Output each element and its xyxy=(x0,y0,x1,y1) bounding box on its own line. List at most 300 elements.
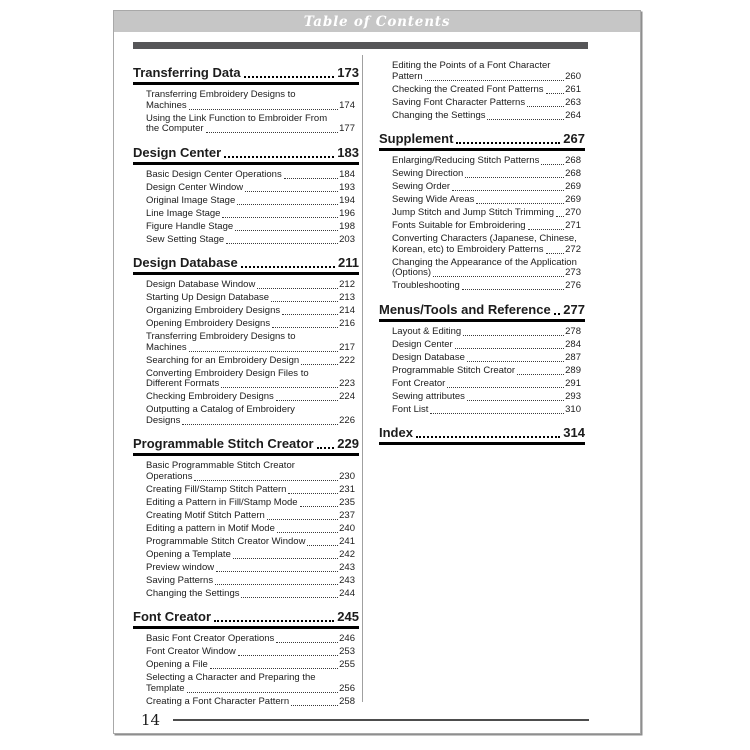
leader-dots xyxy=(206,132,339,133)
entry-page-number: 289 xyxy=(565,364,581,376)
leader-dots xyxy=(556,216,564,217)
toc-entry[interactable] xyxy=(146,511,355,522)
entry-leader-row xyxy=(392,208,581,219)
entry-title-line: Programmable Stitch Creator xyxy=(392,364,516,376)
section-entries xyxy=(379,156,585,292)
entry-leader-row xyxy=(146,647,355,658)
section-entries xyxy=(133,280,359,426)
leader-dots xyxy=(187,692,339,693)
entry-leader-row xyxy=(146,280,355,291)
entry-title-line: Sewing Direction xyxy=(392,168,464,179)
toc-section xyxy=(379,425,585,445)
section-title: Supplement xyxy=(379,131,454,146)
entry-leader-row xyxy=(146,124,355,135)
toc-entry[interactable] xyxy=(146,170,355,181)
entry-title-line: Checking the Created Font Patterns xyxy=(392,83,544,95)
toc-entry[interactable] xyxy=(146,576,355,587)
toc-entry[interactable] xyxy=(146,222,355,233)
entry-title-line: Transferring Embroidery Designs to xyxy=(146,89,296,100)
entry-leader-row xyxy=(392,327,581,338)
entry-page-number: 241 xyxy=(339,535,355,547)
entry-title-line: Organizing Embroidery Designs xyxy=(146,305,281,316)
toc-entry[interactable] xyxy=(146,537,355,548)
toc-entry[interactable] xyxy=(146,589,355,600)
entry-title-line: Creating Motif Stitch Pattern xyxy=(146,509,265,521)
toc-section-heading[interactable] xyxy=(133,609,359,625)
entry-leader-row xyxy=(392,195,581,206)
entry-title-line: Converting Embroidery Design Files to xyxy=(146,367,309,379)
entry-title-line: Enlarging/Reducing Stitch Patterns xyxy=(392,155,540,166)
entry-leader-row xyxy=(146,293,355,304)
toc-column-right xyxy=(379,55,585,710)
entry-title-line: Editing the Points of a Font Character xyxy=(392,60,551,71)
toc-entry[interactable] xyxy=(146,673,355,694)
entry-title-line: Font Creator xyxy=(392,377,446,389)
toc-entry[interactable] xyxy=(392,327,581,338)
toc-section-heading[interactable] xyxy=(133,145,359,161)
toc-entry[interactable] xyxy=(392,195,581,206)
entry-leader-row xyxy=(146,101,355,112)
section-title: Font Creator xyxy=(133,609,211,624)
section-page-number: 267 xyxy=(563,131,585,146)
leader-dots xyxy=(541,164,564,165)
leader-dots xyxy=(433,276,564,277)
toc-entry[interactable] xyxy=(392,85,581,96)
entry-leader-row xyxy=(146,634,355,645)
entry-title-line: (Options) xyxy=(392,267,432,278)
leader-dots xyxy=(276,642,338,643)
entry-page-number: 271 xyxy=(565,220,581,231)
section-underline xyxy=(379,319,585,322)
entry-leader-row xyxy=(146,343,355,354)
entry-leader-row xyxy=(146,472,355,483)
entry-leader-row xyxy=(146,589,355,600)
entry-title-line: Operations xyxy=(146,470,193,482)
leader-dots xyxy=(221,387,338,388)
toc-entry[interactable] xyxy=(146,485,355,496)
section-title: Design Database xyxy=(133,255,238,270)
entry-title-line: Basic Design Center Operations xyxy=(146,168,282,180)
toc-section xyxy=(133,255,359,426)
leader-dots xyxy=(216,571,338,572)
entry-page-number: 276 xyxy=(565,280,581,291)
toc-entry[interactable] xyxy=(146,280,355,291)
leader-dots xyxy=(528,229,565,230)
toc-entry[interactable] xyxy=(392,379,581,390)
entry-page-number: 284 xyxy=(565,338,581,350)
section-title: Transferring Data xyxy=(133,65,241,80)
leader-dots xyxy=(430,413,564,414)
entry-page-number: 242 xyxy=(339,548,355,560)
toc-entry[interactable] xyxy=(392,234,581,255)
toc-content xyxy=(114,49,640,710)
toc-entry[interactable] xyxy=(146,293,355,304)
entry-page-number: 270 xyxy=(565,207,581,218)
page-footer xyxy=(141,712,589,728)
entry-leader-row xyxy=(392,182,581,193)
entry-title-line: Design Center xyxy=(392,338,453,350)
toc-entry[interactable] xyxy=(146,392,355,403)
entry-leader-row xyxy=(392,340,581,351)
toc-entry[interactable] xyxy=(392,111,581,122)
entry-title-line: Line Image Stage xyxy=(146,207,221,219)
toc-section-heading[interactable] xyxy=(379,131,585,147)
toc-entry[interactable] xyxy=(146,90,355,111)
entry-leader-row xyxy=(392,281,581,292)
toc-entry[interactable] xyxy=(146,356,355,367)
section-underline xyxy=(133,626,359,629)
page-header-bar xyxy=(114,11,640,32)
leader-dots xyxy=(271,301,338,302)
entry-page-number: 216 xyxy=(339,318,355,329)
entry-page-number: 244 xyxy=(339,587,355,599)
toc-entry[interactable] xyxy=(392,353,581,364)
entry-leader-row xyxy=(392,268,581,279)
entry-title-line: Machines xyxy=(146,341,187,353)
leader-dots xyxy=(238,655,338,656)
entry-title-line: Basic Programmable Stitch Creator xyxy=(146,460,295,471)
section-page-number: 183 xyxy=(337,144,359,160)
section-page-number: 211 xyxy=(338,255,359,270)
entry-title-line: Changing the Settings xyxy=(392,109,486,121)
leader-dots xyxy=(277,532,338,533)
leader-dots xyxy=(235,230,338,231)
entry-title-line: Programmable Stitch Creator Window xyxy=(146,535,306,547)
entry-leader-row xyxy=(392,169,581,180)
toc-entry[interactable] xyxy=(146,306,355,317)
entry-title-line: Design Database xyxy=(392,351,465,363)
leader-dots xyxy=(554,313,561,315)
leader-dots xyxy=(307,545,338,546)
leader-dots xyxy=(237,204,338,205)
leader-dots xyxy=(189,351,338,352)
leader-dots xyxy=(447,387,564,388)
entry-leader-row xyxy=(146,576,355,587)
entry-page-number: 243 xyxy=(339,574,355,586)
entry-page-number: 255 xyxy=(339,659,355,670)
entry-title-line: Opening a File xyxy=(146,659,208,670)
toc-section-heading[interactable] xyxy=(379,425,585,441)
entry-leader-row xyxy=(146,660,355,671)
entry-leader-row xyxy=(146,684,355,695)
entry-title-line: Selecting a Character and Preparing the xyxy=(146,672,316,683)
entry-title-line: Outputting a Catalog of Embroidery xyxy=(146,404,295,415)
entry-title-line: Template xyxy=(146,682,185,694)
toc-entry[interactable] xyxy=(146,235,355,246)
toc-entry[interactable] xyxy=(392,169,581,180)
entry-page-number: 243 xyxy=(339,561,355,573)
toc-entry[interactable] xyxy=(146,524,355,535)
entry-leader-row xyxy=(392,392,581,403)
entry-leader-row xyxy=(392,111,581,122)
leader-dots xyxy=(222,217,338,218)
entry-title-line: Sewing attributes xyxy=(392,390,465,402)
leader-dots xyxy=(241,266,335,268)
toc-entry[interactable] xyxy=(146,332,355,353)
toc-entry[interactable] xyxy=(392,258,581,279)
entry-page-number: 258 xyxy=(339,695,355,707)
toc-section xyxy=(379,131,585,292)
leader-dots xyxy=(456,142,560,144)
entry-title-line: Korean, etc) to Embroidery Patterns xyxy=(392,243,544,255)
entry-leader-row xyxy=(392,405,581,416)
leader-dots xyxy=(527,106,564,107)
entry-title-line: Transferring Embroidery Designs to xyxy=(146,331,296,342)
entry-title-line: Checking Embroidery Designs xyxy=(146,391,274,402)
leader-dots xyxy=(487,119,564,120)
entry-title-line: Editing a pattern in Motif Mode xyxy=(146,522,275,534)
entry-title-line: Converting Characters (Japanese, Chinese, xyxy=(392,233,577,244)
entry-title-line: Pattern xyxy=(392,70,423,82)
entry-page-number: 268 xyxy=(565,155,581,166)
toc-section-heading[interactable] xyxy=(133,65,359,81)
entry-leader-row xyxy=(146,222,355,233)
entry-leader-row xyxy=(146,524,355,535)
leader-dots xyxy=(291,705,338,706)
entry-title-line: Creating a Font Character Pattern xyxy=(146,695,290,707)
section-page-number: 277 xyxy=(563,301,585,317)
entry-page-number: 237 xyxy=(339,509,355,521)
leader-dots xyxy=(272,327,338,328)
entry-title-line: Creating Fill/Stamp Stitch Pattern xyxy=(146,483,287,495)
entry-title-line: Font List xyxy=(392,403,429,415)
toc-entry[interactable] xyxy=(392,366,581,377)
toc-section xyxy=(133,436,359,599)
entry-leader-row xyxy=(146,485,355,496)
leader-dots xyxy=(467,400,564,401)
entry-title-line: Different Formats xyxy=(146,378,220,389)
leader-dots xyxy=(467,361,564,362)
entry-leader-row xyxy=(392,366,581,377)
entry-page-number: 272 xyxy=(565,243,581,255)
entry-leader-row xyxy=(146,392,355,403)
column-divider xyxy=(362,55,363,702)
entry-page-number: 310 xyxy=(565,403,581,415)
entry-page-number: 240 xyxy=(339,522,355,534)
leader-dots xyxy=(425,80,565,81)
toc-entry[interactable] xyxy=(146,634,355,645)
leader-dots xyxy=(416,436,560,438)
leader-dots xyxy=(300,506,339,507)
entry-page-number: 224 xyxy=(339,391,355,402)
entry-leader-row xyxy=(146,196,355,207)
entry-page-number: 264 xyxy=(565,109,581,121)
entry-leader-row xyxy=(146,379,355,390)
entry-page-number: 256 xyxy=(339,682,355,694)
section-page-number: 245 xyxy=(337,609,359,624)
entry-page-number: 260 xyxy=(565,70,581,82)
entry-title-line: Designs xyxy=(146,414,181,426)
section-title: Design Center xyxy=(133,144,222,160)
toc-entry[interactable] xyxy=(146,697,355,708)
entry-title-line: Editing a Pattern in Fill/Stamp Mode xyxy=(146,496,298,508)
entry-leader-row xyxy=(146,235,355,246)
section-entries xyxy=(379,61,585,121)
entry-leader-row xyxy=(392,156,581,167)
toc-entry[interactable] xyxy=(392,405,581,416)
leader-dots xyxy=(276,400,338,401)
entry-leader-row xyxy=(146,511,355,522)
entry-page-number: 174 xyxy=(339,99,355,111)
toc-entry[interactable] xyxy=(392,392,581,403)
header-divider-bar xyxy=(133,42,588,49)
toc-section xyxy=(133,609,359,707)
leader-dots xyxy=(465,177,564,178)
toc-entry[interactable] xyxy=(392,156,581,167)
entry-page-number: 214 xyxy=(339,305,355,316)
toc-section xyxy=(379,61,585,121)
entry-leader-row xyxy=(146,416,355,427)
section-underline xyxy=(133,272,359,275)
toc-entry[interactable] xyxy=(146,550,355,561)
leader-dots xyxy=(288,493,338,494)
entry-page-number: 293 xyxy=(565,390,581,402)
leader-dots xyxy=(462,289,564,290)
toc-entry[interactable] xyxy=(392,208,581,219)
entry-page-number: 193 xyxy=(339,181,355,193)
section-entries xyxy=(133,170,359,246)
entry-page-number: 196 xyxy=(339,207,355,219)
entry-page-number: 212 xyxy=(339,279,355,290)
entry-leader-row xyxy=(392,85,581,96)
leader-dots xyxy=(210,668,338,669)
toc-entry[interactable] xyxy=(146,319,355,330)
leader-dots xyxy=(546,253,565,254)
entry-title-line: Troubleshooting xyxy=(392,280,460,291)
leader-dots xyxy=(245,191,338,192)
entry-title-line: Basic Font Creator Operations xyxy=(146,633,275,644)
entry-title-line: Sew Setting Stage xyxy=(146,233,225,245)
leader-dots xyxy=(194,480,338,481)
entry-title-line: the Computer xyxy=(146,123,204,134)
entry-page-number: 235 xyxy=(339,496,355,508)
toc-entry[interactable] xyxy=(146,405,355,426)
toc-entry[interactable] xyxy=(146,660,355,671)
entry-page-number: 217 xyxy=(339,341,355,353)
leader-dots xyxy=(452,190,564,191)
entry-page-number: 253 xyxy=(339,646,355,657)
toc-entry[interactable] xyxy=(146,647,355,658)
entry-page-number: 222 xyxy=(339,354,355,366)
toc-column-left xyxy=(133,55,359,710)
section-entries xyxy=(133,461,359,599)
entry-title-line: Original Image Stage xyxy=(146,194,236,206)
toc-entry[interactable] xyxy=(146,461,355,482)
toc-entry[interactable] xyxy=(146,369,355,390)
entry-leader-row xyxy=(392,98,581,109)
toc-section-heading[interactable] xyxy=(379,302,585,318)
section-underline xyxy=(133,162,359,165)
leader-dots xyxy=(282,314,338,315)
section-entries xyxy=(133,634,359,707)
entry-page-number: 203 xyxy=(339,233,355,245)
entry-page-number: 269 xyxy=(565,181,581,192)
section-page-number: 314 xyxy=(563,425,585,440)
toc-entry[interactable] xyxy=(392,281,581,292)
leader-dots xyxy=(214,620,334,622)
leader-dots xyxy=(267,519,338,520)
toc-section-heading[interactable] xyxy=(133,436,359,452)
toc-entry[interactable] xyxy=(392,221,581,232)
toc-entry[interactable] xyxy=(392,61,581,82)
leader-dots xyxy=(224,156,334,158)
entry-leader-row xyxy=(392,353,581,364)
toc-entry[interactable] xyxy=(392,98,581,109)
entry-page-number: 223 xyxy=(339,378,355,389)
entry-leader-row xyxy=(146,183,355,194)
leader-dots xyxy=(476,203,564,204)
entry-page-number: 177 xyxy=(339,123,355,134)
section-underline xyxy=(133,82,359,85)
leader-dots xyxy=(284,178,338,179)
toc-entry[interactable] xyxy=(146,563,355,574)
entry-leader-row xyxy=(392,245,581,256)
entry-title-line: Jump Stitch and Jump Stitch Trimming xyxy=(392,207,555,218)
leader-dots xyxy=(546,93,565,94)
leader-dots xyxy=(189,109,338,110)
entry-title-line: Layout & Editing xyxy=(392,325,462,337)
leader-dots xyxy=(182,424,338,425)
entry-page-number: 273 xyxy=(565,267,581,278)
section-title: Programmable Stitch Creator xyxy=(133,436,314,451)
entry-leader-row xyxy=(146,356,355,367)
entry-title-line: Opening a Template xyxy=(146,548,231,560)
toc-entry[interactable] xyxy=(146,196,355,207)
footer-rule xyxy=(173,719,589,721)
entry-leader-row xyxy=(392,379,581,390)
leader-dots xyxy=(226,243,338,244)
toc-section-heading[interactable] xyxy=(133,255,359,271)
entry-title-line: Design Center Window xyxy=(146,181,244,193)
entry-title-line: Searching for an Embroidery Design xyxy=(146,354,300,366)
leader-dots xyxy=(301,364,338,365)
entry-title-line: Machines xyxy=(146,99,187,111)
entry-title-line: Changing the Appearance of the Application xyxy=(392,256,577,268)
section-entries xyxy=(133,90,359,135)
toc-entry[interactable] xyxy=(146,183,355,194)
entry-page-number: 291 xyxy=(565,377,581,389)
entry-page-number: 198 xyxy=(339,220,355,232)
entry-page-number: 278 xyxy=(565,325,581,337)
entry-title-line: Design Database Window xyxy=(146,279,256,290)
entry-leader-row xyxy=(392,221,581,232)
section-page-number: 173 xyxy=(337,65,359,80)
page-title: Table of Contents xyxy=(303,13,451,30)
toc-entry[interactable] xyxy=(146,498,355,509)
toc-entry[interactable] xyxy=(392,340,581,351)
entry-title-line: Opening Embroidery Designs xyxy=(146,318,271,329)
leader-dots xyxy=(317,447,335,449)
toc-section xyxy=(379,302,585,416)
toc-entry[interactable] xyxy=(146,209,355,220)
entry-page-number: 268 xyxy=(565,168,581,179)
leader-dots xyxy=(517,374,564,375)
entry-leader-row xyxy=(146,563,355,574)
section-underline xyxy=(133,453,359,456)
entry-title-line: Figure Handle Stage xyxy=(146,220,234,232)
toc-entry[interactable] xyxy=(392,182,581,193)
entry-title-line: Using the Link Function to Embroider From xyxy=(146,112,328,124)
page-number: 14 xyxy=(141,711,161,729)
entry-leader-row xyxy=(146,170,355,181)
entry-page-number: 269 xyxy=(565,194,581,205)
entry-leader-row xyxy=(146,697,355,708)
entry-title-line: Starting Up Design Database xyxy=(146,292,270,303)
toc-entry[interactable] xyxy=(146,114,355,135)
entry-page-number: 261 xyxy=(565,83,581,95)
section-underline xyxy=(379,442,585,445)
toc-page xyxy=(113,10,641,734)
